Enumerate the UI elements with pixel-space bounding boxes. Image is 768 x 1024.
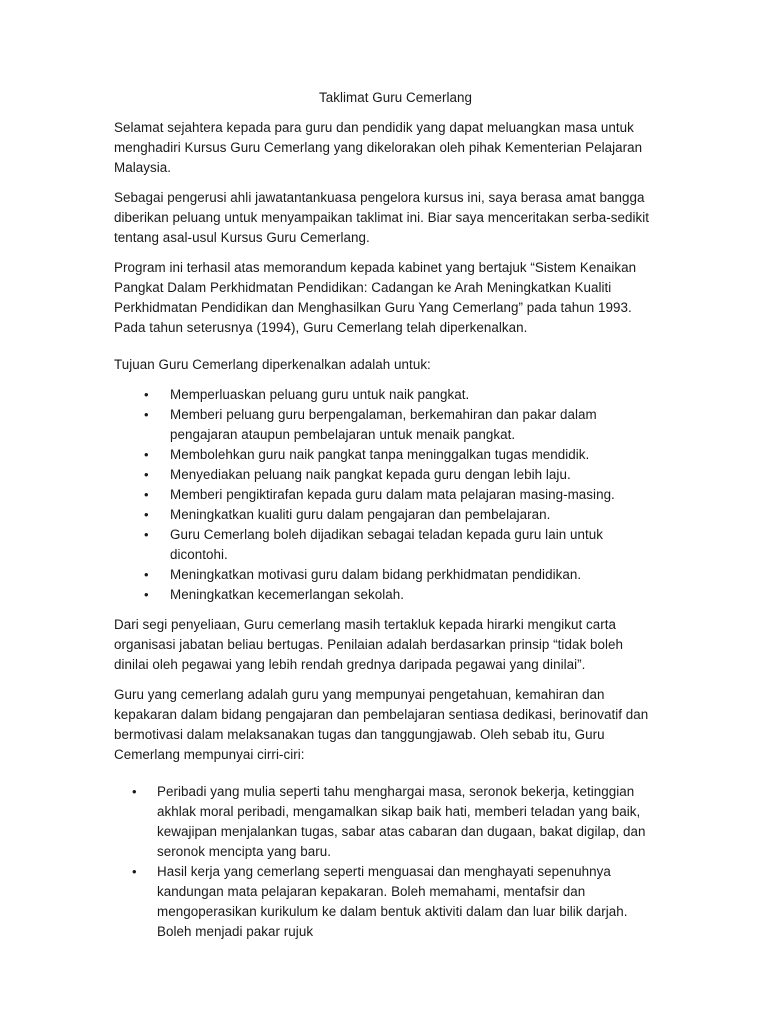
list-item-text: Guru Cemerlang boleh dijadikan sebagai teladan kepada guru lain untuk dicontohi. bbox=[170, 527, 603, 562]
list-item bbox=[114, 405, 659, 445]
bullet-icon: • bbox=[144, 527, 149, 542]
paragraph-greeting: Selamat sejahtera kepada para guru dan pendidik yang dapat meluangkan masa untuk menghadiri Kursus Guru Cemerlang yang dikelorakan oleh pihak Kementerian Pelajaran Malaysia. bbox=[114, 120, 643, 175]
list-item bbox=[114, 465, 659, 485]
list-item-text: Menyediakan peluang naik pangkat kepada guru dengan lebih laju. bbox=[170, 467, 571, 482]
bullet-icon: • bbox=[144, 487, 149, 502]
paragraph-program-origin: Program ini terhasil atas memorandum kepada kabinet yang bertajuk “Sistem Kenaikan Pangkat Dalam Perkhidmatan Pendidikan: Cadangan ke Arah Meningkatkan Kualiti Perkhidmatan Pendidikan dan Menghasilkan Guru Yang Cemerlang” pada tahun 1993. Pada tahun seterusnya (1994), Guru Cemerlang telah diperkenalkan. bbox=[114, 260, 637, 335]
paragraph-introduction: Sebagai pengerusi ahli jawatantankuasa pengelora kursus ini, saya berasa amat bangga diberikan peluang untuk menyampaikan taklimat ini. Biar saya menceritakan serba-sedikit tentang asal-usul Kursus Guru Cemerlang. bbox=[114, 190, 650, 245]
traits-list bbox=[114, 782, 659, 942]
list-item-text: Meningkatkan kualiti guru dalam pengajaran dan pembelajaran. bbox=[170, 507, 551, 522]
list-item bbox=[114, 525, 659, 565]
list-item-text: Meningkatkan motivasi guru dalam bidang perkhidmatan pendidikan. bbox=[170, 567, 582, 582]
list-item-text: Meningkatkan kecemerlangan sekolah. bbox=[170, 587, 404, 602]
bullet-icon: • bbox=[144, 587, 149, 602]
list-item-text: Memberi pengiktirafan kepada guru dalam mata pelajaran masing-masing. bbox=[170, 487, 615, 502]
list-item bbox=[114, 445, 659, 465]
bullet-icon: • bbox=[132, 864, 137, 879]
document-body bbox=[114, 88, 659, 952]
list-item bbox=[114, 385, 659, 405]
list-item bbox=[114, 485, 659, 505]
list-item-text: Hasil kerja yang cemerlang seperti menguasai dan menghayati sepenuhnya kandungan mata pelajaran kepakaran. Boleh memahami, mentafsir dan mengoperasikan kurikulum ke dalam bentuk aktiviti dalam dan luar bilik darjah. Boleh menjadi pakar rujuk bbox=[157, 864, 628, 939]
bullet-icon: • bbox=[144, 467, 149, 482]
paragraph-definition: Guru yang cemerlang adalah guru yang mempunyai pengetahuan, kemahiran dan kepakaran dalam bidang pengajaran dan pembelajaran sentiasa dedikasi, berinovatif dan bermotivasi dalam melaksanakan tugas dan tanggungjawab. Oleh sebab itu, Guru Cemerlang mempunyai cirri-ciri: bbox=[114, 687, 649, 762]
list-item-text: Memperluaskan peluang guru untuk naik pangkat. bbox=[170, 387, 470, 402]
list-item-text: Peribadi yang mulia seperti tahu menghargai masa, seronok bekerja, ketinggian akhlak moral peribadi, mengamalkan sikap baik hati, memberi teladan yang baik, kewajipan menjalankan tugas, sabar atas cabaran dan dugaan, bakat digilap, dan seronok mencipta yang baru. bbox=[157, 784, 646, 859]
bullet-icon: • bbox=[144, 507, 149, 522]
purpose-list bbox=[114, 385, 659, 605]
bullet-icon: • bbox=[144, 407, 149, 422]
paragraph-purpose-heading: Tujuan Guru Cemerlang diperkenalkan adalah untuk: bbox=[114, 357, 431, 372]
list-item-text: Memberi peluang guru berpengalaman, berkemahiran dan pakar dalam pengajaran ataupun pembelajaran untuk menaik pangkat. bbox=[170, 407, 597, 442]
list-item bbox=[114, 565, 659, 585]
bullet-icon: • bbox=[132, 784, 137, 799]
list-item bbox=[114, 585, 659, 605]
list-item bbox=[114, 862, 659, 942]
bullet-icon: • bbox=[144, 567, 149, 582]
bullet-icon: • bbox=[144, 447, 149, 462]
bullet-icon: • bbox=[144, 387, 149, 402]
list-item bbox=[114, 782, 659, 862]
list-item bbox=[114, 505, 659, 525]
paragraph-supervision: Dari segi penyeliaan, Guru cemerlang masih tertakluk kepada hirarki mengikut carta organisasi jabatan beliau bertugas. Penilaian adalah berdasarkan prinsip “tidak boleh dinilai oleh pegawai yang lebih rendah grednya daripada pegawai yang dinilai”. bbox=[114, 617, 623, 672]
document-title: Taklimat Guru Cemerlang bbox=[319, 90, 472, 105]
list-item-text: Membolehkan guru naik pangkat tanpa meninggalkan tugas mendidik. bbox=[170, 447, 590, 462]
